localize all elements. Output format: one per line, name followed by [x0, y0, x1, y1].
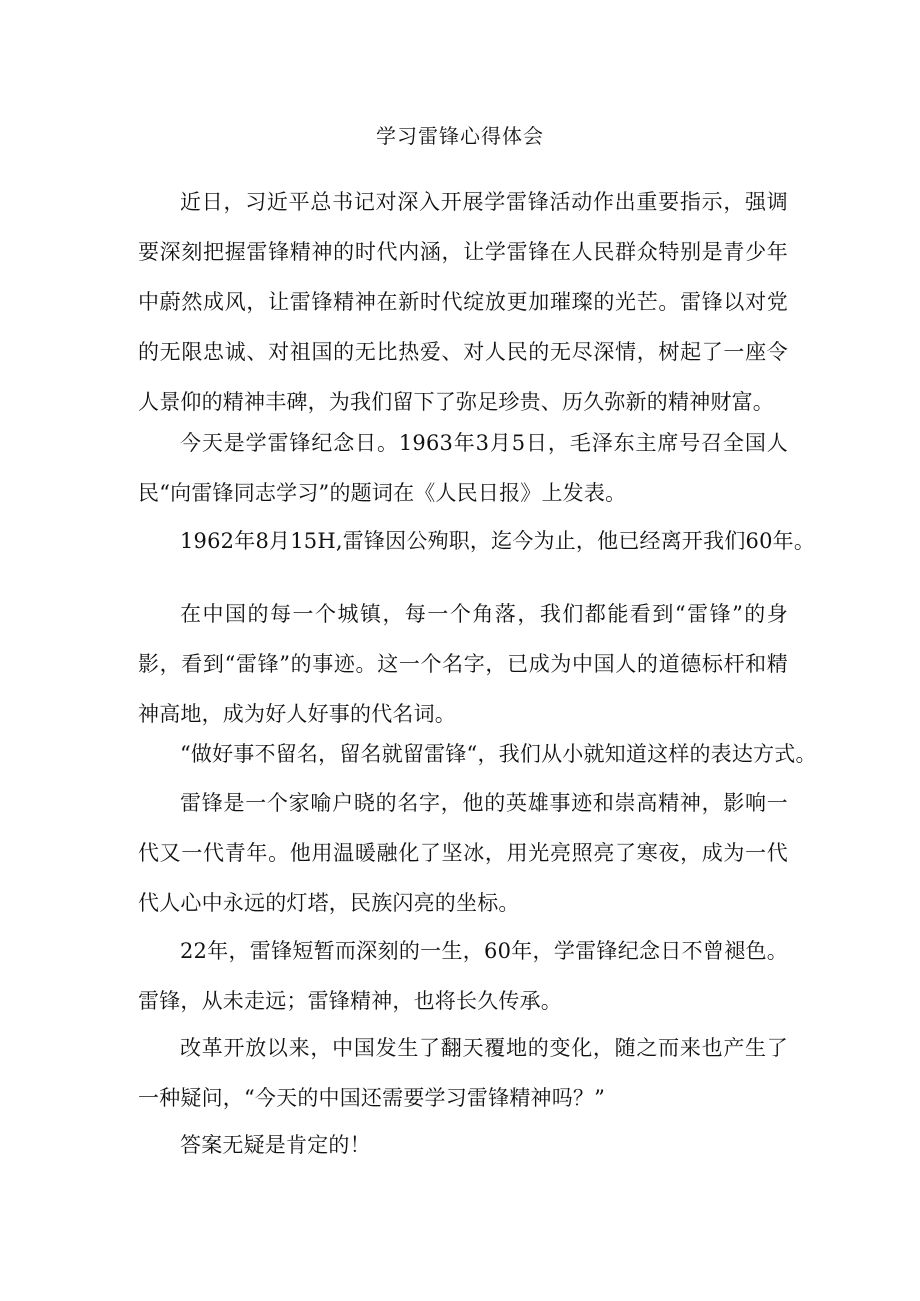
paragraph-answer: 答案无疑是肯定的！ — [180, 1133, 371, 1157]
paragraph-saying: “做好事不留名，留名就留雷锋“，我们从小就知道这样的表达方式。 — [180, 742, 817, 766]
document-title: 学习雷锋心得体会 — [376, 124, 544, 148]
paragraph-everywhere: 在中国的每一个城镇，每一个角落，我们都能看到“雷锋”的身影，看到“雷锋”的事迹。这一个名字，已成为中国人的道德标杆和精神高地，成为好人好事的代名词。 — [138, 602, 788, 726]
paragraph-legacy: 22年，雷锋短暂而深刻的一生，60年，学雷锋纪念日不曾褪色。雷锋，从未走远；雷锋精神，也将长久传承。 — [138, 939, 788, 1013]
paragraph-question: 改革开放以来，中国发生了翻天覆地的变化，随之而来也产生了一种疑问，“今天的中国还需要学习雷锋精神吗？” — [138, 1036, 788, 1110]
paragraph-directive: 近日，习近平总书记对深入开展学雷锋活动作出重要指示，强调要深刻把握雷锋精神的时代内涵，让学雷锋在人民群众特别是青少年中蔚然成风，让雷锋精神在新时代绽放更加璀璨的光芒。雷锋以对党的无限忠诚、对祖国的无比热爱、对人民的无尽深情，树起了一座令人景仰的精神丰碑，为我们留下了弥足珍贵、历久弥新的精神财富。 — [138, 190, 788, 414]
paragraph-memorial-day: 今天是学雷锋纪念日。1963年3月5日，毛泽东主席号召全国人民“向雷锋同志学习”的题词在《人民日报》上发表。 — [138, 431, 788, 505]
paragraph-household-name: 雷锋是一个家喻户晓的名字，他的英雄事迹和崇高精神，影响一代又一代青年。他用温暖融化了坚冰，用光亮照亮了寒夜，成为一代代人心中永远的灯塔，民族闪亮的坐标。 — [138, 791, 788, 915]
paragraph-death-date: 1962年8月15H,雷锋因公殉职，迄今为止，他已经离开我们60年。 — [180, 529, 816, 553]
